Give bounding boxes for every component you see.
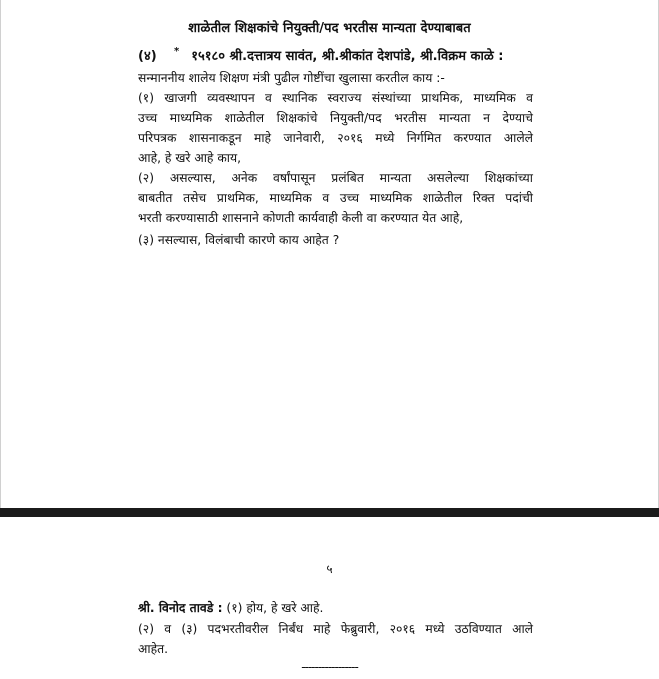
question-line: (३) नसल्यास, विलंबाची कारणे काय आहेत ? — [138, 233, 340, 247]
starred-marker: * — [174, 46, 180, 57]
question-number: (४) — [138, 49, 157, 64]
question-line: सन्माननीय शालेय शिक्षण मंत्री पुढील गोष्टींचा खुलासा करतील काय :- — [138, 71, 445, 85]
answer-speaker: श्री. विनोद तावडे : — [138, 601, 223, 615]
answer-part-1: (१) होय, हे खरे आहे. — [226, 601, 324, 615]
answer-line: आहेत. — [138, 642, 169, 656]
page-border-left — [0, 0, 1, 508]
question-header — [138, 46, 533, 64]
question-line: (२) असल्यास, अनेक वर्षांपासून प्रलंबित मान्यता असलेल्या शिक्षकांच्या — [138, 171, 533, 185]
question-line: भरती करण्यासाठी शासनाने कोणती कार्यवाही केली वा करण्यात येत आहे, — [138, 211, 464, 225]
question-line: परिपत्रक शासनाकडून माहे जानेवारी, २०१६ मध्ये निर्गमित करण्यात आलेले — [138, 131, 533, 145]
document-title: शाळेतील शिक्षकांचे नियुक्ती/पद भरतीस मान्यता देण्याबाबत — [188, 21, 471, 36]
question-members: १५१८० श्री.दत्तात्रय सावंत, श्री.श्रीकांत देशपांडे, श्री.विक्रम काळे : — [191, 49, 504, 64]
page-separator — [0, 508, 659, 517]
question-line: आहे, हे खरे आहे काय, — [138, 151, 242, 165]
question-line: उच्च माध्यमिक शाळेतील शिक्षकांचे नियुक्ती/पद भरतीस मान्यता न देण्याचे — [138, 111, 533, 125]
answer-line: (२) व (३) पदभरतीवरील निर्बंध माहे फेब्रुवारी, २०१६ मध्ये उठविण्यात आले — [138, 622, 533, 636]
question-line: बाबतीत तसेच प्राथमिक, माध्यमिक व उच्च माध्यमिक शाळेतील रिक्त पदांची — [138, 191, 533, 205]
page-number: ५ — [326, 562, 333, 576]
end-rule: ----------------- — [301, 660, 358, 674]
question-line: (१) खाजगी व्यवस्थापन व स्थानिक स्वराज्य संस्थांच्या प्राथमिक, माध्यमिक व — [138, 91, 533, 105]
answer-first-line — [138, 598, 533, 618]
